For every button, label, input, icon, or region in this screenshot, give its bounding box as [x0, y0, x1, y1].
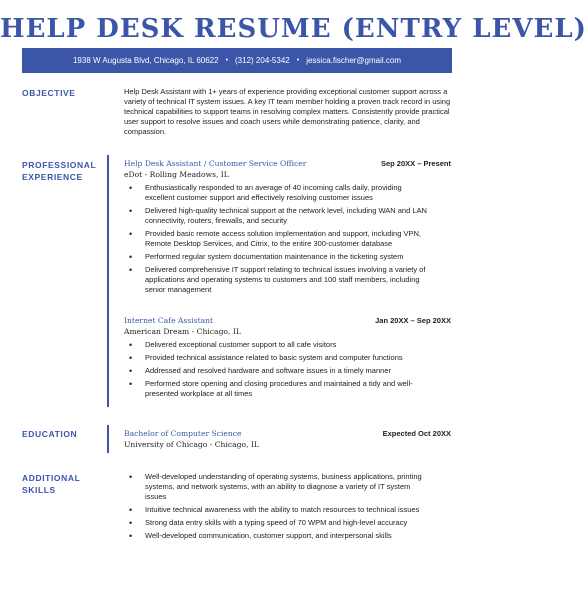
job-header — [124, 159, 451, 179]
experience-label-line1: PROFESSIONAL — [22, 160, 97, 170]
skills-label-line2: SKILLS — [22, 485, 56, 495]
education-school: University of Chicago - Chicago, IL — [124, 440, 259, 449]
bullet-item: • Performed store opening and closing procedures and maintained a tidy and well-presented workplace at all times — [129, 379, 429, 399]
education-dates: Expected Oct 20XX — [382, 429, 451, 438]
bullet-item: • Enthusiastically responded to an average of 40 incoming calls daily, providing excellent customer support and effectively resolving customer issues — [129, 183, 429, 203]
experience-divider — [107, 155, 109, 407]
contact-phone: (312) 204-5342 — [235, 56, 290, 65]
experience-label-line2: EXPERIENCE — [22, 172, 83, 182]
bullet-item: • Delivered high-quality technical support at the network level, including WAN and LAN connectivity, routers, firewalls, and security — [129, 206, 429, 226]
bullet-item: • Delivered comprehensive IT support relating to technical issues involving a variety of applications and operating systems to customers and 100 staff members, including senior management — [129, 265, 429, 295]
job-company: American Dream - Chicago, IL — [124, 327, 241, 336]
contact-address: 1938 W Augusta Blvd, Chicago, IL 60622 — [72, 56, 219, 65]
contact-email: jessica.fischer@gmail.com — [306, 56, 401, 65]
bullet-item: • Addressed and resolved hardware and software issues in a timely manner — [129, 366, 429, 376]
job-header — [124, 316, 451, 336]
education-label: EDUCATION — [22, 429, 78, 439]
education-divider — [107, 425, 109, 453]
job-bullets — [129, 183, 429, 298]
education-header — [124, 429, 451, 449]
job-title: Help Desk Assistant / Customer Service Officer — [124, 159, 307, 168]
skills-label-line1: ADDITIONAL — [22, 473, 81, 483]
education-degree: Bachelor of Computer Science — [124, 429, 242, 438]
job-dates: Sep 20XX – Present — [380, 159, 451, 168]
objective-text: Help Desk Assistant with 1+ years of experience providing exceptional customer support across a variety of technical IT system issues. A key IT team member holding a proven track record in using technical capabilities to support teams in resolving complex matters. Consistently provide practical user support to resolve issues and coach users while demonstrating patience, clarity, and compassion. — [124, 87, 451, 136]
job-company: eDot - Rolling Meadows, IL — [124, 170, 229, 179]
skill-item: • Strong data entry skills with a typing speed of 70 WPM and high-level accuracy — [129, 518, 429, 528]
contact-bar — [22, 48, 452, 73]
experience-label — [22, 159, 112, 183]
skill-item: • Well-developed communication, customer support, and interpersonal skills — [129, 531, 429, 541]
job-bullets — [129, 340, 429, 402]
objective-label: OBJECTIVE — [22, 88, 76, 98]
bullet-item: • Delivered exceptional customer support to all cafe visitors — [129, 340, 429, 350]
job-title: Internet Cafe Assistant — [124, 316, 214, 325]
skills-label — [22, 472, 112, 496]
skill-item: • Intuitive technical awareness with the ability to match resources to technical issues — [129, 505, 429, 515]
contact-separator: • — [296, 57, 300, 64]
resume-title: HELP DESK RESUME (ENTRY LEVEL) — [0, 14, 587, 44]
bullet-item: • Performed regular system documentation maintenance in the ticketing system — [129, 252, 429, 262]
bullet-item: • Provided technical assistance related to basic system and computer functions — [129, 353, 429, 363]
skill-item: • Well-developed understanding of operating systems, business applications, printing systems, and network systems, with an ability to diagnose a variety of IT system issues — [129, 472, 429, 502]
skills-list — [129, 472, 429, 544]
bullet-item: • Provided basic remote access solution implementation and support, including VPN, Remote Desktop Services, and Citrix, to the entire 300-customer database — [129, 229, 429, 249]
job-dates: Jan 20XX – Sep 20XX — [375, 316, 451, 325]
contact-separator: • — [225, 57, 229, 64]
